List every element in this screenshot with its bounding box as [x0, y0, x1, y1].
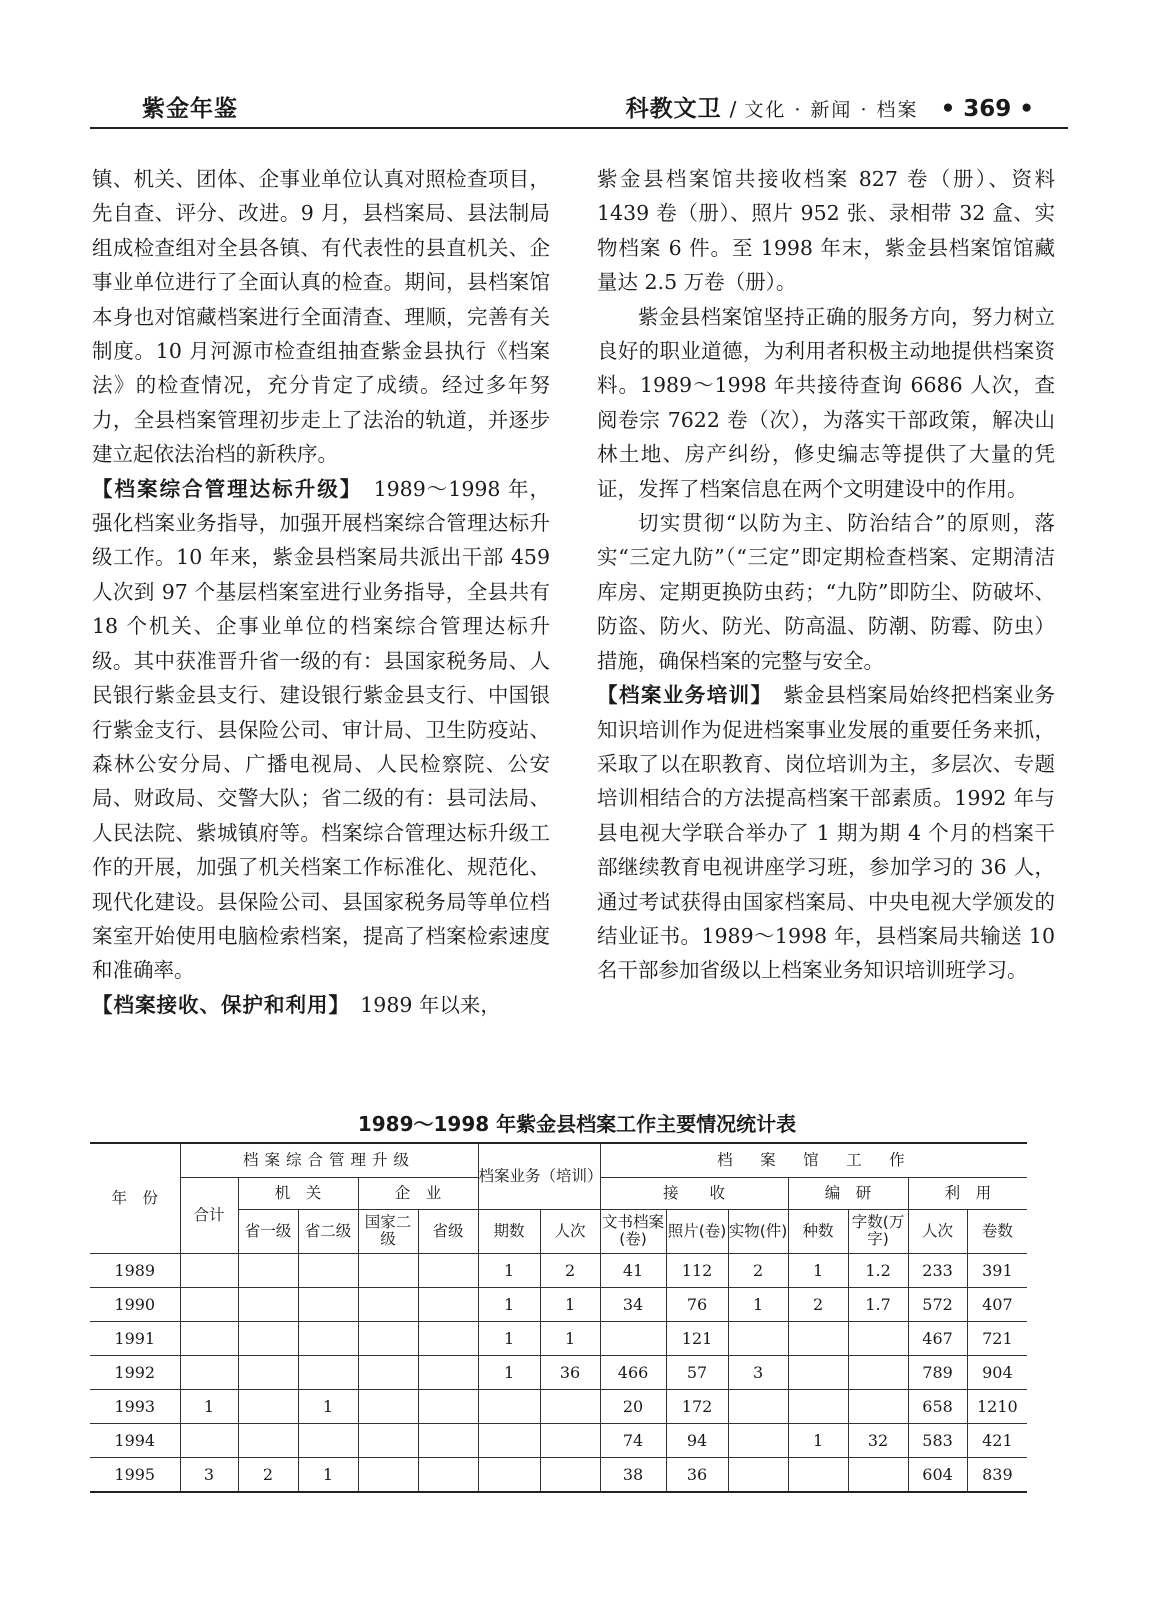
table-cell: 34: [600, 1287, 666, 1321]
table-cell: [788, 1389, 848, 1423]
row-year-cell: 1995: [90, 1457, 180, 1492]
header-upgrade: 档案综合管理升级: [180, 1143, 478, 1177]
table-row: [90, 1457, 1027, 1492]
header-prov-level-1: 省一级: [238, 1209, 298, 1253]
table-cell: [848, 1321, 908, 1355]
table-cell: [418, 1253, 478, 1287]
header-people: 人次: [540, 1209, 600, 1253]
table-cell: 1: [180, 1389, 238, 1423]
header-objects: 实物(件): [728, 1209, 788, 1253]
table-cell: [848, 1355, 908, 1389]
left-paragraph-3-body: 1989 年以来，: [360, 992, 501, 1017]
header-compile: 编 研: [788, 1177, 908, 1209]
left-paragraph-2-body: 1989～1998 年，强化档案业务指导，加强开展档案综合管理达标升级工作。10 年来，紫金县档案局共派出干部 459 人次到 97 个基层档案室进行业务指导，全县共有 18 个机关、企事业单位的档案综合管理达标升级。其中获准晋升省一级的有：县国家税务局、人民银行紫金县支行、建设银行紫金县支行、中国银行紫金支行、县保险公司、审计局、卫生防疫站、森林公安分局、广播电视局、人民检察院、公安局、财政局、交警大队；省二级的有：县司法局、人民法院、紫城镇府等。档案综合管理达标升级工作的开展，加强了机关档案工作标准化、规范化、现代化建设。县保险公司、县国家税务局等单位档案室开始使用电脑检索档案，提高了档案检索速度和准确率。: [92, 476, 551, 983]
table-cell: 904: [967, 1355, 1027, 1389]
table-cell: [358, 1423, 418, 1457]
table-cell: 1.2: [848, 1253, 908, 1287]
table-cell: 1: [478, 1287, 540, 1321]
table-cell: [238, 1389, 298, 1423]
table-cell: [418, 1457, 478, 1492]
section-head-training: 【档案业务培训】: [597, 683, 763, 708]
section-heading: [626, 90, 1034, 123]
table-cell: [418, 1423, 478, 1457]
table-cell: 1: [728, 1287, 788, 1321]
header-use-volumes: 卷数: [967, 1209, 1027, 1253]
table-cell: [788, 1321, 848, 1355]
table-cell: [180, 1423, 238, 1457]
table-cell: 421: [967, 1423, 1027, 1457]
table-cell: [788, 1355, 848, 1389]
table-cell: 172: [666, 1389, 728, 1423]
table-cell: 467: [908, 1321, 967, 1355]
header-year: 年 份: [90, 1143, 180, 1253]
table-cell: [728, 1423, 788, 1457]
header-prov-level-2: 省二级: [298, 1209, 358, 1253]
table-cell: [298, 1355, 358, 1389]
table-cell: 572: [908, 1287, 967, 1321]
table-cell: [358, 1287, 418, 1321]
table-cell: 3: [180, 1457, 238, 1492]
table-cell: 94: [666, 1423, 728, 1457]
header-prov-level: 省级: [418, 1209, 478, 1253]
table-cell: 658: [908, 1389, 967, 1423]
right-paragraph-2: 紫金县档案馆坚持正确的服务方向，努力树立良好的职业道德，为利用者积极主动地提供档案资料。1989～1998 年共接待查询 6686 人次，查阅卷宗 7622 卷（次），为落实干部政策，解决山林土地、房产纠纷，修史编志等提供了大量的凭证，发挥了档案信息在两个文明建设中的作用。: [597, 304, 1055, 501]
right-paragraph-4: [597, 678, 1055, 988]
header-use-people: 人次: [908, 1209, 967, 1253]
left-paragraph-2: [92, 472, 550, 988]
table-cell: 36: [540, 1355, 600, 1389]
table-cell: 74: [600, 1423, 666, 1457]
table-cell: 1: [478, 1355, 540, 1389]
page-number: • 369 •: [940, 96, 1034, 122]
section-head-receive: 【档案接收、保护和利用】: [92, 992, 340, 1017]
header-receive: 接 收: [600, 1177, 788, 1209]
table-cell: 604: [908, 1457, 967, 1492]
table-cell: 1: [788, 1423, 848, 1457]
section-slash: /: [729, 97, 737, 121]
table-cell: [358, 1355, 418, 1389]
table-cell: 233: [908, 1253, 967, 1287]
table-cell: [238, 1253, 298, 1287]
table-cell: [728, 1389, 788, 1423]
statistics-table: [90, 1142, 1027, 1493]
table-cell: 41: [600, 1253, 666, 1287]
table-cell: 1: [298, 1389, 358, 1423]
left-paragraph-1: 镇、机关、团体、企事业单位认真对照检查项目，先自查、评分、改进。9 月，县档案局、县法制局组成检查组对全县各镇、有代表性的县直机关、企事业单位进行了全面认真的检查。期间，县档案馆本身也对馆藏档案进行全面清查、理顺，完善有关制度。10 月河源市检查组抽查紫金县执行《档案法》的检查情况，充分肯定了成绩。经过多年努力，全县档案管理初步走上了法治的轨道，并逐步建立起依法治档的新秩序。: [92, 167, 550, 467]
table-cell: [418, 1389, 478, 1423]
table-cell: 1: [478, 1253, 540, 1287]
table-cell: [848, 1457, 908, 1492]
table-row: [90, 1321, 1027, 1355]
table-cell: [358, 1321, 418, 1355]
table-row: [90, 1355, 1027, 1389]
table-cell: [180, 1321, 238, 1355]
header-national-level-2: 国家二级: [358, 1209, 418, 1253]
header-docs: 文书档案(卷): [600, 1209, 666, 1253]
table-cell: [478, 1423, 540, 1457]
table-row: [90, 1287, 1027, 1321]
header-enterprise: 企 业: [358, 1177, 478, 1209]
row-year-cell: 1992: [90, 1355, 180, 1389]
table-row: [90, 1423, 1027, 1457]
row-year-cell: 1994: [90, 1423, 180, 1457]
header-use: 利 用: [908, 1177, 1027, 1209]
row-year-cell: 1991: [90, 1321, 180, 1355]
table-cell: [298, 1321, 358, 1355]
table-cell: [180, 1287, 238, 1321]
book-title: 紫金年鉴: [142, 96, 238, 122]
table-cell: 2: [540, 1253, 600, 1287]
section-name: 科教文卫: [625, 96, 722, 122]
table-row: [90, 1253, 1027, 1287]
right-column: [597, 162, 1055, 988]
page-header: [90, 88, 1074, 128]
right-paragraph-4-body: 紫金县档案局始终把档案业务知识培训作为促进档案事业发展的重要任务来抓，采取了以在职教育、岗位培训为主，多层次、专题培训相结合的方法提高档案干部素质。1992 年与县电视大学联合举办了 1 期为期 4 个月的档案干部继续教育电视讲座学习班，参加学习的 36 人，通过考试获得由国家档案局、中央电视大学颁发的结业证书。1989～1998 年，县档案局共输送 10 名干部参加省级以上档案业务知识培训班学习。: [597, 683, 1056, 983]
left-column: [92, 162, 550, 1022]
table-cell: [238, 1423, 298, 1457]
table-cell: 1: [540, 1321, 600, 1355]
table-cell: [238, 1321, 298, 1355]
header-sessions: 期数: [478, 1209, 540, 1253]
row-year-cell: 1990: [90, 1287, 180, 1321]
table-cell: 1: [298, 1457, 358, 1492]
table-cell: [540, 1423, 600, 1457]
table-cell: 76: [666, 1287, 728, 1321]
header-kinds: 种数: [788, 1209, 848, 1253]
table-cell: 1210: [967, 1389, 1027, 1423]
table-cell: 583: [908, 1423, 967, 1457]
table-cell: [180, 1355, 238, 1389]
right-paragraph-3: 切实贯彻“以防为主、防治结合”的原则，落实“三定九防”（“三定”即定期检查档案、定期清洁库房、定期更换防虫药；“九防”即防尘、防破坏、防盗、防火、防光、防高温、防潮、防霉、防虫）措施，确保档案的完整与安全。: [597, 511, 1055, 673]
table-cell: [418, 1321, 478, 1355]
table-cell: 20: [600, 1389, 666, 1423]
table-cell: 3: [728, 1355, 788, 1389]
table-cell: 57: [666, 1355, 728, 1389]
table-cell: 2: [788, 1287, 848, 1321]
table-row: [90, 1389, 1027, 1423]
table-cell: 1.7: [848, 1287, 908, 1321]
right-paragraph-1: 紫金县档案馆共接收档案 827 卷（册）、资料 1439 卷（册）、照片 952 张、录相带 32 盒、实物档案 6 件。至 1998 年末，紫金县档案馆馆藏量达 2.5 万卷（册）。: [597, 167, 1055, 295]
table-cell: [728, 1321, 788, 1355]
table-cell: 2: [728, 1253, 788, 1287]
header-archive-work: 档 案 馆 工 作: [600, 1143, 1027, 1177]
table-cell: [600, 1321, 666, 1355]
row-year-cell: 1993: [90, 1389, 180, 1423]
subsection-name: 文化 · 新闻 · 档案: [744, 99, 919, 121]
table-cell: [418, 1355, 478, 1389]
table-cell: 1: [788, 1253, 848, 1287]
section-head-upgrade: 【档案综合管理达标升级】: [92, 476, 353, 501]
table-cell: [418, 1287, 478, 1321]
table-cell: 466: [600, 1355, 666, 1389]
table-cell: 121: [666, 1321, 728, 1355]
table-cell: [848, 1389, 908, 1423]
header-total: 合计: [180, 1177, 238, 1253]
table-cell: [238, 1355, 298, 1389]
header-rule: [90, 127, 1068, 129]
table-cell: 721: [967, 1321, 1027, 1355]
table-cell: 112: [666, 1253, 728, 1287]
table-cell: [540, 1389, 600, 1423]
table-cell: [298, 1423, 358, 1457]
row-year-cell: 1989: [90, 1253, 180, 1287]
header-training: 档案业务（培训）: [478, 1143, 600, 1209]
table-cell: 36: [666, 1457, 728, 1492]
header-organ: 机 关: [238, 1177, 358, 1209]
table-cell: 839: [967, 1457, 1027, 1492]
table-cell: [478, 1457, 540, 1492]
left-paragraph-3: [92, 988, 550, 1022]
table-cell: [540, 1457, 600, 1492]
table-cell: 2: [238, 1457, 298, 1492]
table-cell: [358, 1457, 418, 1492]
table-cell: [298, 1287, 358, 1321]
table-cell: [728, 1457, 788, 1492]
table-cell: [180, 1253, 238, 1287]
table-cell: [788, 1457, 848, 1492]
table-cell: [478, 1389, 540, 1423]
table-cell: [358, 1253, 418, 1287]
table-cell: 32: [848, 1423, 908, 1457]
table-cell: 391: [967, 1253, 1027, 1287]
table-cell: 407: [967, 1287, 1027, 1321]
header-words: 字数(万字): [848, 1209, 908, 1253]
table-cell: [238, 1287, 298, 1321]
table-cell: 1: [540, 1287, 600, 1321]
table-cell: [358, 1389, 418, 1423]
table-cell: 38: [600, 1457, 666, 1492]
table-cell: 1: [478, 1321, 540, 1355]
table-title: 1989～1998 年紫金县档案工作主要情况统计表: [357, 1112, 797, 1136]
table-cell: [298, 1253, 358, 1287]
table-cell: 789: [908, 1355, 967, 1389]
header-photos: 照片(卷): [666, 1209, 728, 1253]
